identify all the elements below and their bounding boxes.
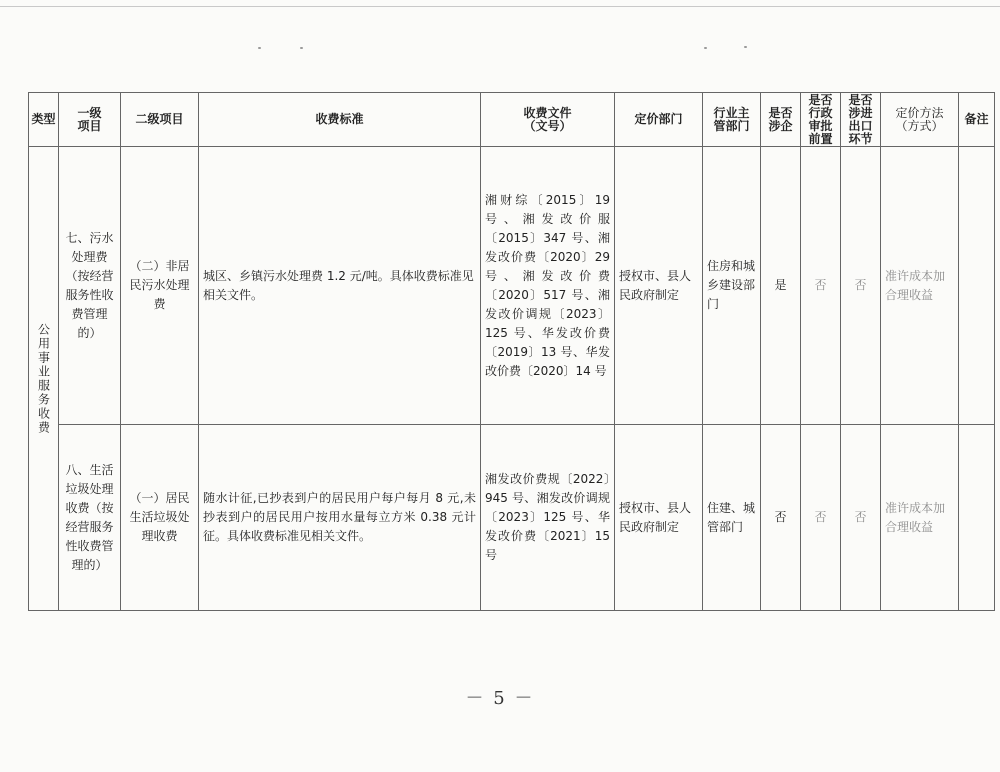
row1-industry-dept: 住房和城乡建设部门 [703,147,761,425]
header-import-export [841,93,881,147]
row2-enterprise: 否 [761,425,801,611]
header-document-text: 收费文件 （文号） [523,105,572,133]
row1-standard: 城区、乡镇污水处理费 1.2 元/吨。具体收费标准见相关文件。 [199,147,481,425]
scan-speck [258,47,261,49]
header-method [881,93,959,147]
row1-import-export: 否 [841,147,881,425]
header-method-text: 定价方法 （方式） [895,105,944,133]
header-level1-text: 一级 项目 [77,105,102,133]
scan-speck [300,47,303,49]
row2-level2: （一）居民生活垃圾处理收费 [121,425,199,611]
header-document [481,93,615,147]
row2-standard: 随水计征,已抄表到户的居民用户每户每月 8 元,未抄表到户的居民用户按用水量每立方米 0.38 元计征。具体收费标准见相关文件。 [199,425,481,611]
header-standard: 收费标准 [199,93,481,147]
header-level2: 二级项目 [121,93,199,147]
page-number: － 5 － [465,688,535,709]
fee-table [28,92,995,611]
category-label: 公用事业服务收费 [36,322,51,435]
header-industry-dept [703,93,761,147]
row1-level2: （二）非居民污水处理费 [121,147,199,425]
header-type: 类型 [29,93,59,147]
category-cell [29,147,59,611]
header-industry-dept-text: 行业主 管部门 [713,105,750,133]
header-pre-approval [801,93,841,147]
row1-pre-approval: 否 [801,147,841,425]
table-row [29,425,995,611]
row1-remark [959,147,995,425]
row2-level1: 八、生活垃圾处理收费（按经营服务性收费管理的） [59,425,121,611]
header-remark: 备注 [959,93,995,147]
row1-pricing-dept: 授权市、县人民政府制定 [615,147,703,425]
header-pricing-dept: 定价部门 [615,93,703,147]
row1-level1: 七、污水处理费（按经营服务性收费管理的） [59,147,121,425]
header-level1 [59,93,121,147]
scan-speck [744,46,747,48]
header-enterprise [761,93,801,147]
header-import-export-text: 是否 涉进 出口 环节 [848,92,873,146]
row2-document: 湘发改价费规〔2022〕945 号、湘发改价调规〔2023〕125 号、华发改价费〔2021〕15 号 [481,425,615,611]
row1-method: 准许成本加合理收益 [881,147,959,425]
top-edge-line [0,6,1000,7]
header-enterprise-text: 是否 涉企 [768,105,793,133]
row2-pre-approval: 否 [801,425,841,611]
scan-speck [704,47,707,49]
table-row [29,147,995,425]
table-header-row [29,93,995,147]
header-pre-approval-text: 是否 行政 审批 前置 [808,92,833,146]
row2-pricing-dept: 授权市、县人民政府制定 [615,425,703,611]
row2-import-export: 否 [841,425,881,611]
row2-remark [959,425,995,611]
row2-industry-dept: 住建、城管部门 [703,425,761,611]
row1-enterprise: 是 [761,147,801,425]
row2-method: 准许成本加合理收益 [881,425,959,611]
row1-document: 湘财综〔2015〕19 号、湘发改价服〔2015〕347 号、湘发改价费〔2020〕29 号、湘发改价费〔2020〕517 号、湘发改价调规〔2023〕125 号、华发改价费〔2019〕13 号、华发改价费〔2020〕14 号 [481,147,615,425]
